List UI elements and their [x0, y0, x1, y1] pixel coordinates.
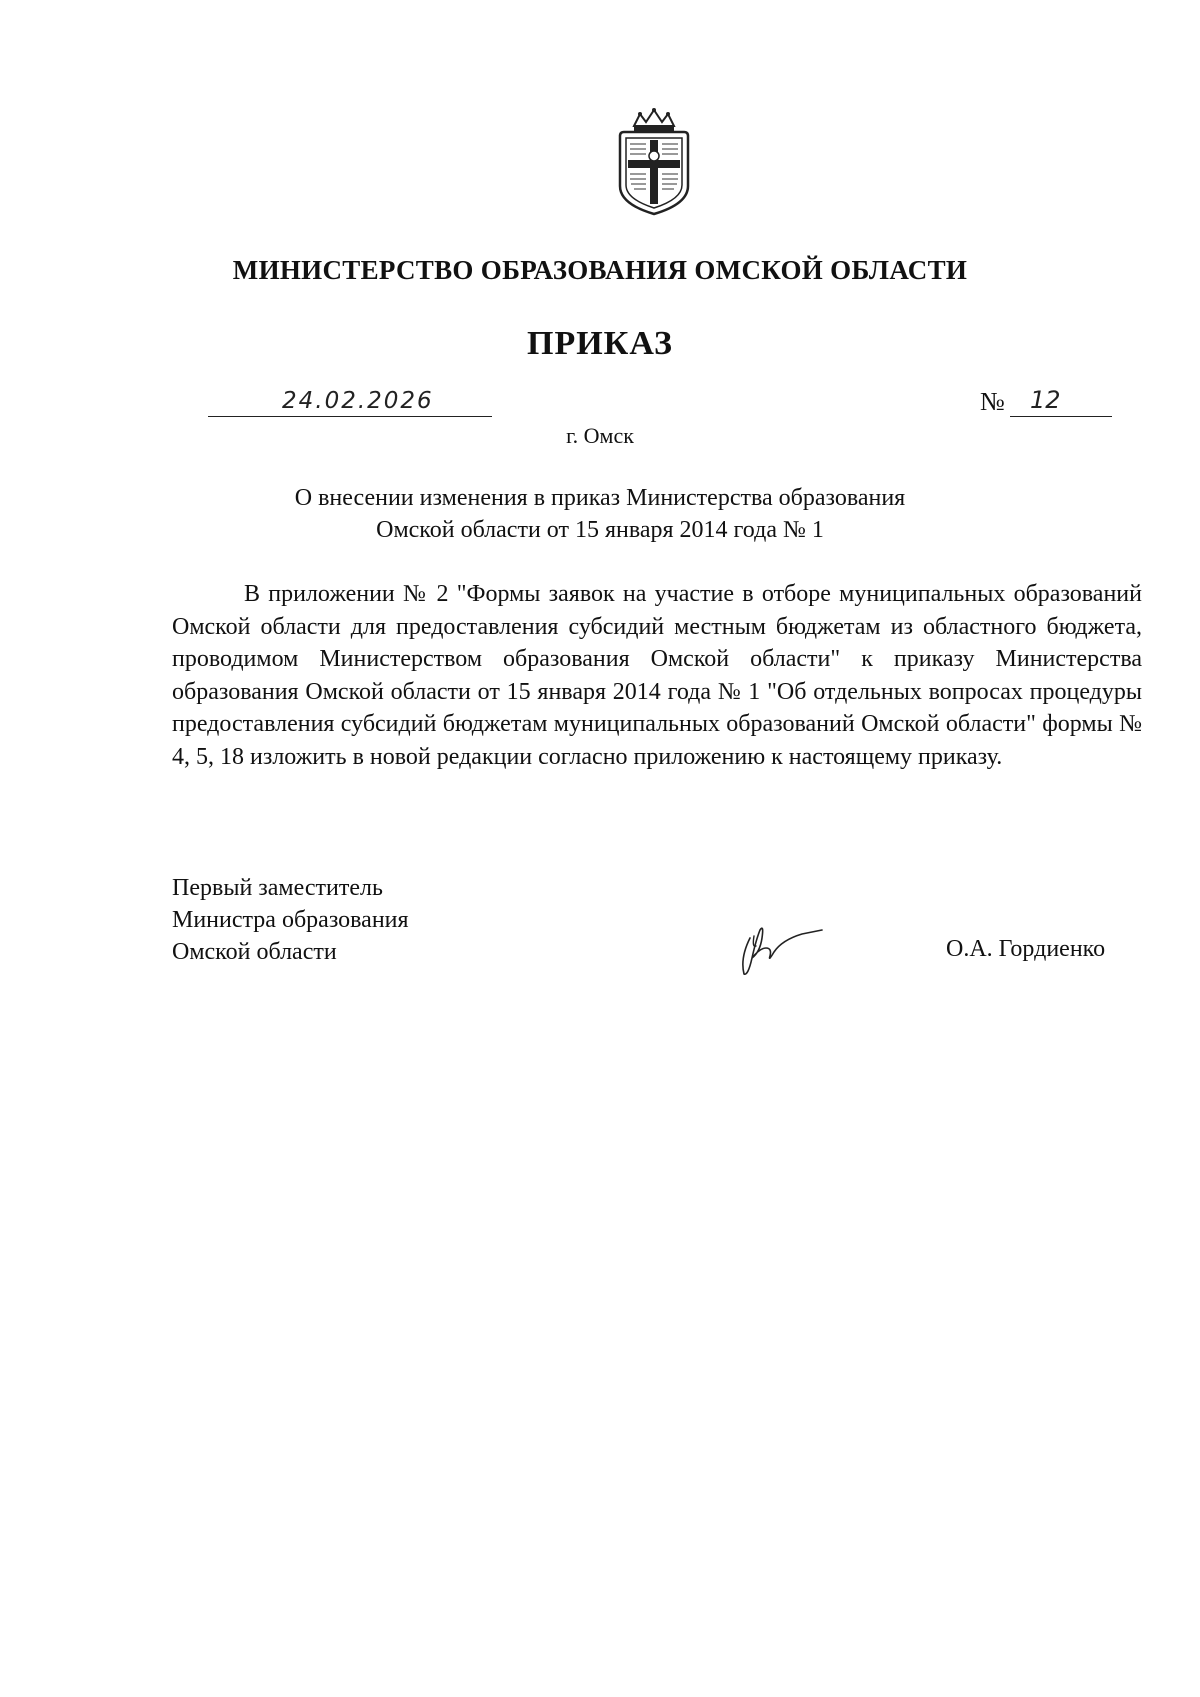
signer-position-line-1: Первый заместитель [172, 875, 383, 901]
document-subject [0, 482, 1200, 546]
document-city: г. Омск [566, 423, 634, 448]
body-paragraph: В приложении № 2 "Формы заявок на участие в отборе муниципальных образований Омской области для предоставления субсидий местным бюджетам из областного бюджета, проводимом Министерством образования Омской области" к приказу Министерства образования Омской области от 15 января 2014 года № 1 "Об отдельных вопросах процедуры предоставления субсидий бюджетам муниципальных образований Омской области" формы № 4, 5, 18 изложить в новой редакции согласно приложению к настоящему приказу. [172, 581, 1142, 770]
number-sign: № [980, 387, 1005, 416]
signer-position-line-3: Омской области [172, 939, 337, 965]
subject-line-1: О внесении изменения в приказ Министерства образования [294, 485, 906, 511]
handwritten-signature [730, 918, 830, 978]
document-date: 24.02.2026 [282, 388, 434, 414]
date-underline [208, 416, 492, 417]
ministry-title: МИНИСТЕРСТВО ОБРАЗОВАНИЯ ОМСКОЙ ОБЛАСТИ [232, 255, 968, 285]
document-number: 12 [1030, 386, 1061, 414]
document-type-title: ПРИКАЗ [527, 325, 673, 362]
signer-position [172, 872, 409, 968]
signer-position-line-2: Министра образования [172, 907, 409, 933]
subject-line-2: Омской области от 15 января 2014 года № 1 [376, 517, 824, 543]
coat-of-arms-icon [612, 108, 696, 216]
signer-name: О.А. Гордиенко [946, 936, 1106, 962]
number-underline [1010, 416, 1112, 417]
